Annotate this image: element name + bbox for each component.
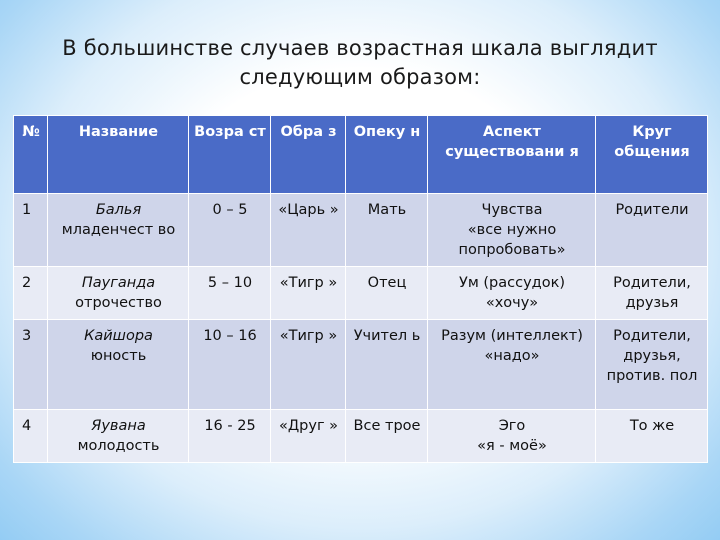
slide-title-line-2: следующим образом: (239, 65, 481, 89)
cell-guardian: Мать (346, 194, 428, 267)
cell-number: 3 (14, 320, 48, 410)
cell-aspect (428, 267, 596, 320)
header-age: Возра ст (189, 116, 271, 194)
header-image: Обра з (271, 116, 346, 194)
name-russian: отрочество (75, 295, 162, 311)
aspect-main: Ум (рассудок) (459, 275, 565, 291)
cell-number: 4 (14, 410, 48, 463)
cell-image: «Друг » (271, 410, 346, 463)
header-number: № (14, 116, 48, 194)
cell-name (48, 320, 189, 410)
aspect-quote: «хочу» (485, 295, 539, 311)
cell-number: 2 (14, 267, 48, 320)
name-sanskrit: Кайшора (84, 328, 153, 344)
slide-title (30, 34, 690, 92)
cell-image: «Царь » (271, 194, 346, 267)
name-sanskrit: Пауганда (81, 275, 156, 291)
cell-image: «Тигр » (271, 267, 346, 320)
cell-age: 10 – 16 (189, 320, 271, 410)
table-header-row (14, 116, 708, 194)
name-russian: младенчест во (61, 222, 176, 238)
aspect-main: Эго (498, 418, 526, 434)
name-sanskrit: Яувана (91, 418, 146, 434)
cell-aspect (428, 194, 596, 267)
cell-aspect (428, 410, 596, 463)
cell-aspect (428, 320, 596, 410)
table-row (14, 267, 708, 320)
header-circle: Круг общения (596, 116, 708, 194)
cell-age: 5 – 10 (189, 267, 271, 320)
cell-age: 16 - 25 (189, 410, 271, 463)
cell-circle: То же (596, 410, 708, 463)
cell-guardian: Учител ь (346, 320, 428, 410)
table-row (14, 194, 708, 267)
cell-name (48, 410, 189, 463)
cell-guardian: Все трое (346, 410, 428, 463)
header-name: Название (48, 116, 189, 194)
name-russian: юность (90, 348, 147, 364)
cell-age: 0 – 5 (189, 194, 271, 267)
cell-image: «Тигр » (271, 320, 346, 410)
aspect-quote: «все нужно попробовать» (458, 222, 566, 258)
aspect-main: Чувства (481, 202, 543, 218)
aspect-main: Разум (интеллект) (441, 328, 583, 344)
header-guardian: Опеку н (346, 116, 428, 194)
name-sanskrit: Балья (95, 202, 142, 218)
cell-circle: Родители, друзья, против. пол (596, 320, 708, 410)
cell-name (48, 194, 189, 267)
cell-circle: Родители, друзья (596, 267, 708, 320)
header-aspect: Аспект существовани я (428, 116, 596, 194)
cell-number: 1 (14, 194, 48, 267)
name-russian: молодость (77, 438, 160, 454)
table-row (14, 320, 708, 410)
cell-guardian: Отец (346, 267, 428, 320)
aspect-quote: «надо» (484, 348, 540, 364)
table-row (14, 410, 708, 463)
cell-name (48, 267, 189, 320)
age-scale-table (13, 115, 708, 463)
cell-circle: Родители (596, 194, 708, 267)
aspect-quote: «я - моё» (477, 438, 547, 454)
slide-title-line-1: В большинстве случаев возрастная шкала выглядит (62, 36, 658, 60)
